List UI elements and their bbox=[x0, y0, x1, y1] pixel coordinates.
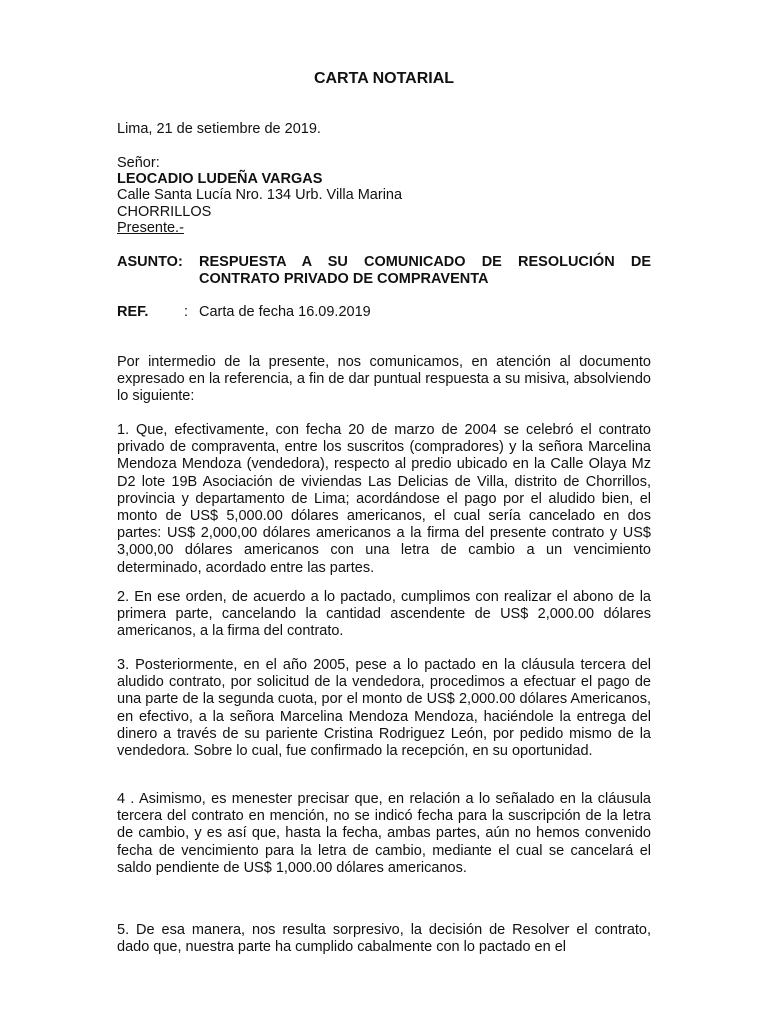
paragraph-intro: Por intermedio de la presente, nos comunicamos, en atención al documento expresado en la referencia, a fin de dar puntual respuesta a su misiva, absolviendo lo siguiente: bbox=[117, 354, 651, 405]
letter-date: Lima, 21 de setiembre de 2019. bbox=[117, 121, 321, 137]
paragraph-5: 5. De esa manera, nos resulta sorpresivo, la decisión de Resolver el contrato, dado que, nuestra parte ha cumplido cabalmente con lo pactado en el bbox=[117, 922, 651, 956]
paragraph-4: 4 . Asimismo, es menester precisar que, en relación a lo señalado en la cláusula tercera del contrato en mención, no se indicó fecha para la suscripción de la letra de cambio, y es así que, hasta la fecha, ambas partes, aún no hemos convenido fecha de vencimiento para la letra de cambio, mediante el cual se cancelará el saldo pendiente de US$ 1,000.00 dólares americanos. bbox=[117, 791, 651, 876]
asunto-text: RESPUESTA A SU COMUNICADO DE RESOLUCIÓN DE CONTRATO PRIVADO DE COMPRAVENTA bbox=[199, 254, 651, 287]
recipient-name: LEOCADIO LUDEÑA VARGAS bbox=[117, 171, 323, 187]
paragraph-3: 3. Posteriormente, en el año 2005, pese a lo pactado en la cláusula tercera del aludido contrato, por solicitud de la vendedora, procedimos a efectuar el pago de una parte de la segunda cuota, por el monto de US$ 2,000.00 dólares Americanos, en efectivo, a la señora Marcelina Mendoza Mendoza, haciéndole la entrega del dinero a través de su pariente Cristina Rodriguez León, por pedido mismo de la vendedora. Sobre lo cual, fue confirmado la recepción, en su oportunidad. bbox=[117, 657, 651, 760]
recipient-address: Calle Santa Lucía Nro. 134 Urb. Villa Marina bbox=[117, 187, 403, 203]
paragraph-2: 2. En ese orden, de acuerdo a lo pactado, cumplimos con realizar el abono de la primera parte, cancelando la cantidad ascendente de US$ 2,000.00 dólares americanos, a la firma del contrato. bbox=[117, 589, 651, 640]
ref-colon: : bbox=[184, 304, 189, 320]
asunto-label: ASUNTO: bbox=[117, 254, 183, 270]
ref-value: Carta de fecha 16.09.2019 bbox=[199, 304, 371, 320]
recipient-presente: Presente.- bbox=[117, 220, 184, 236]
ref-label: REF. bbox=[117, 304, 149, 320]
recipient-district: CHORRILLOS bbox=[117, 204, 212, 220]
recipient-salutation: Señor: bbox=[117, 155, 160, 171]
letter-title: CARTA NOTARIAL bbox=[313, 70, 455, 87]
paragraph-1: 1. Que, efectivamente, con fecha 20 de marzo de 2004 se celebró el contrato privado de compraventa, entre los suscritos (compradores) y la señora Marcelina Mendoza Mendoza (vendedora), respecto al predio ubicado en la Calle Olaya Mz D2 lote 19B Asociación de viviendas Las Delicias de Villa, distrito de Chorrillos, provincia y departamento de Lima; acordándose el pago por el aludido bien, el monto de US$ 5,000.00 dólares americanos, el cual sería cancelado en dos partes: US$ 2,000,00 dólares americanos a la firma del presente contrato y US$ 3,000,00 dólares americanos con una letra de cambio a un vencimiento determinado, acordado entre las partes. bbox=[117, 422, 651, 576]
